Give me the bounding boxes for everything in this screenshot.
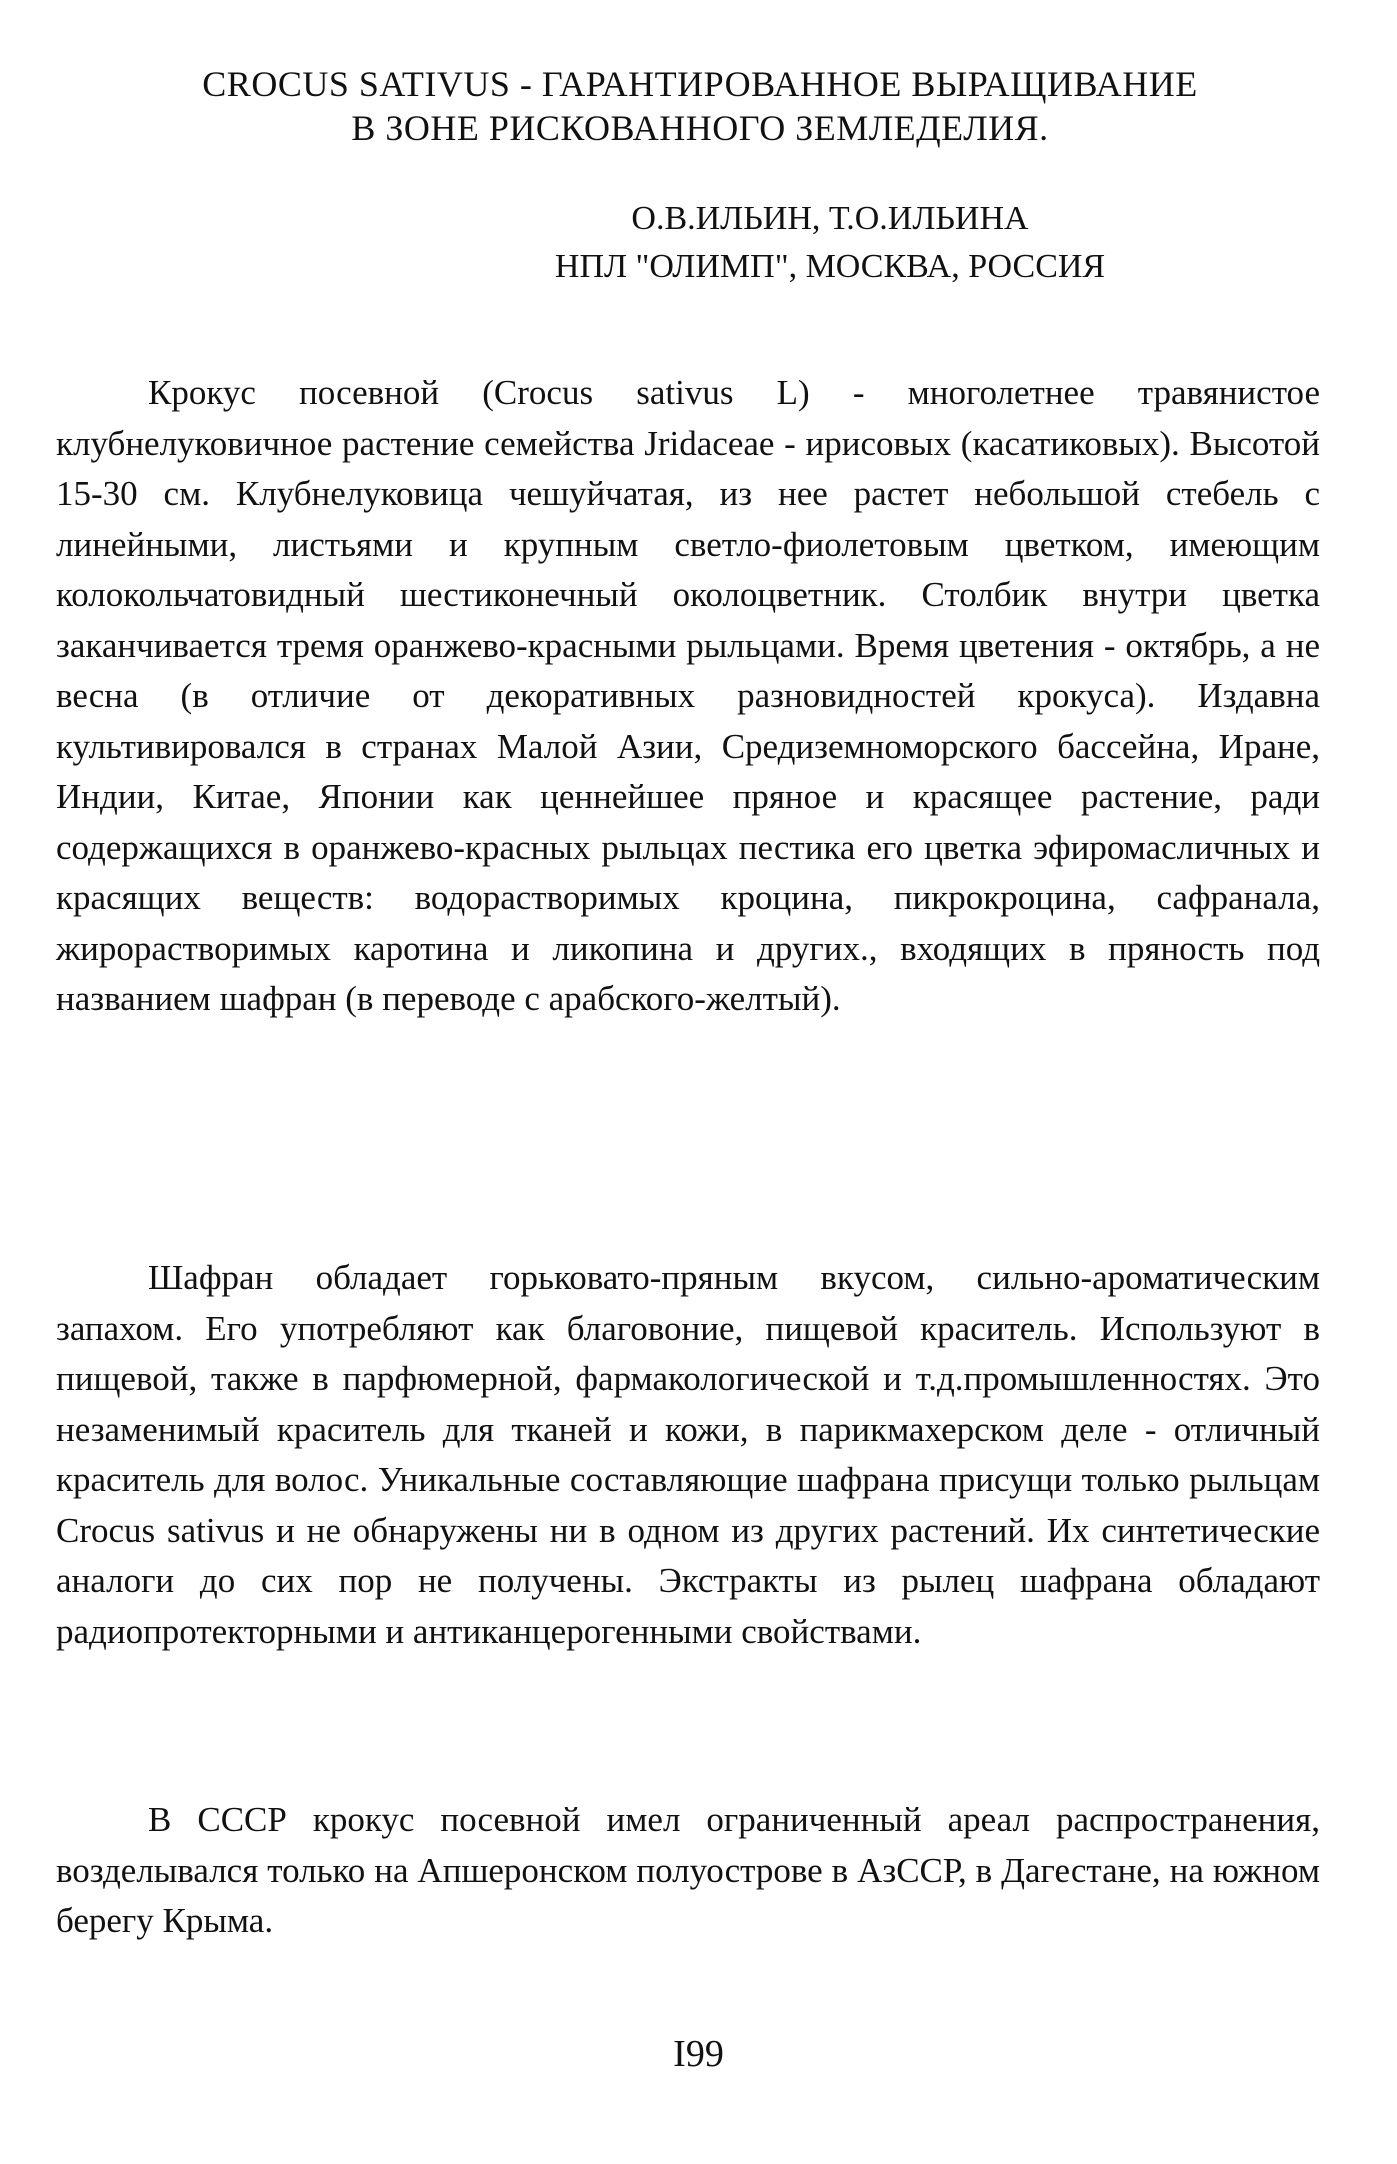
- article-title-line-1: CROCUS SATIVUS - ГАРАНТИРОВАННОЕ ВЫРАЩИВАНИЕ: [202, 64, 1198, 104]
- paragraph-1: Крокус посевной (Crocus sativus L) - многолетнее травянистое клубнелуковичное растение семейства Jridaceae - ирисовых (касатиковых). Высотой 15-30 см. Клубнелуковица чешуйчатая, из нее растет небольшой стебель с линейными, листьями и крупным светло-фиолетовым цветком, имеющим колокольчатовидный шестиконечный околоцветник. Столбик внутри цветка заканчивается тремя оранжево-красными рыльцами. Время цветения - октябрь, а не весна (в отличие от декоративных разновидностей крокуса). Издавна культивировался в странах Малой Азии, Средиземноморского бассейна, Иране, Индии, Китае, Японии как ценнейшее пряное и красящее растение, ради содержащихся в оранжево-красных рыльцах пестика его цветка эфиромасличных и красящих веществ: водорастворимых кроцина, пикрокроцина, сафранала, жирорастворимых каротина и ликопина и других., входящих в пряность под названием шафран (в переводе с арабского-желтый).: [56, 373, 1320, 1018]
- authors: О.В.ИЛЬИН, Т.О.ИЛЬИНА: [631, 200, 1029, 237]
- affiliation: НПЛ "ОЛИМП", МОСКВА, РОССИЯ: [554, 248, 1106, 285]
- page-number: I99: [673, 2033, 724, 2075]
- article-title-line-2: В ЗОНЕ РИСКОВАННОГО ЗЕМЛЕДЕЛИЯ.: [351, 108, 1049, 148]
- paragraph-3: В СССР крокус посевной имел ограниченный ареал распространения, возделывался только на Апшеронском полуострове в АзССР, в Дагестане, на южном берегу Крыма.: [56, 1800, 1320, 1940]
- paragraph-2: Шафран обладает горьковато-пряным вкусом, сильно-ароматическим запахом. Его употребляют как благовоние, пищевой краситель. Используют в пищевой, также в парфюмерной, фармакологической и т.д.промышленностях. Это незаменимый краситель для тканей и кожи, в парикмахерском деле - отличный краситель для волос. Уникальные составляющие шафрана присущи только рыльцам Crocus sativus и не обнаружены ни в одном из других растений. Их синтетические аналоги до сих пор не получены. Экстракты из рылец шафрана обладают радиопротекторными и антиканцерогенными свойствами.: [56, 1258, 1320, 1651]
